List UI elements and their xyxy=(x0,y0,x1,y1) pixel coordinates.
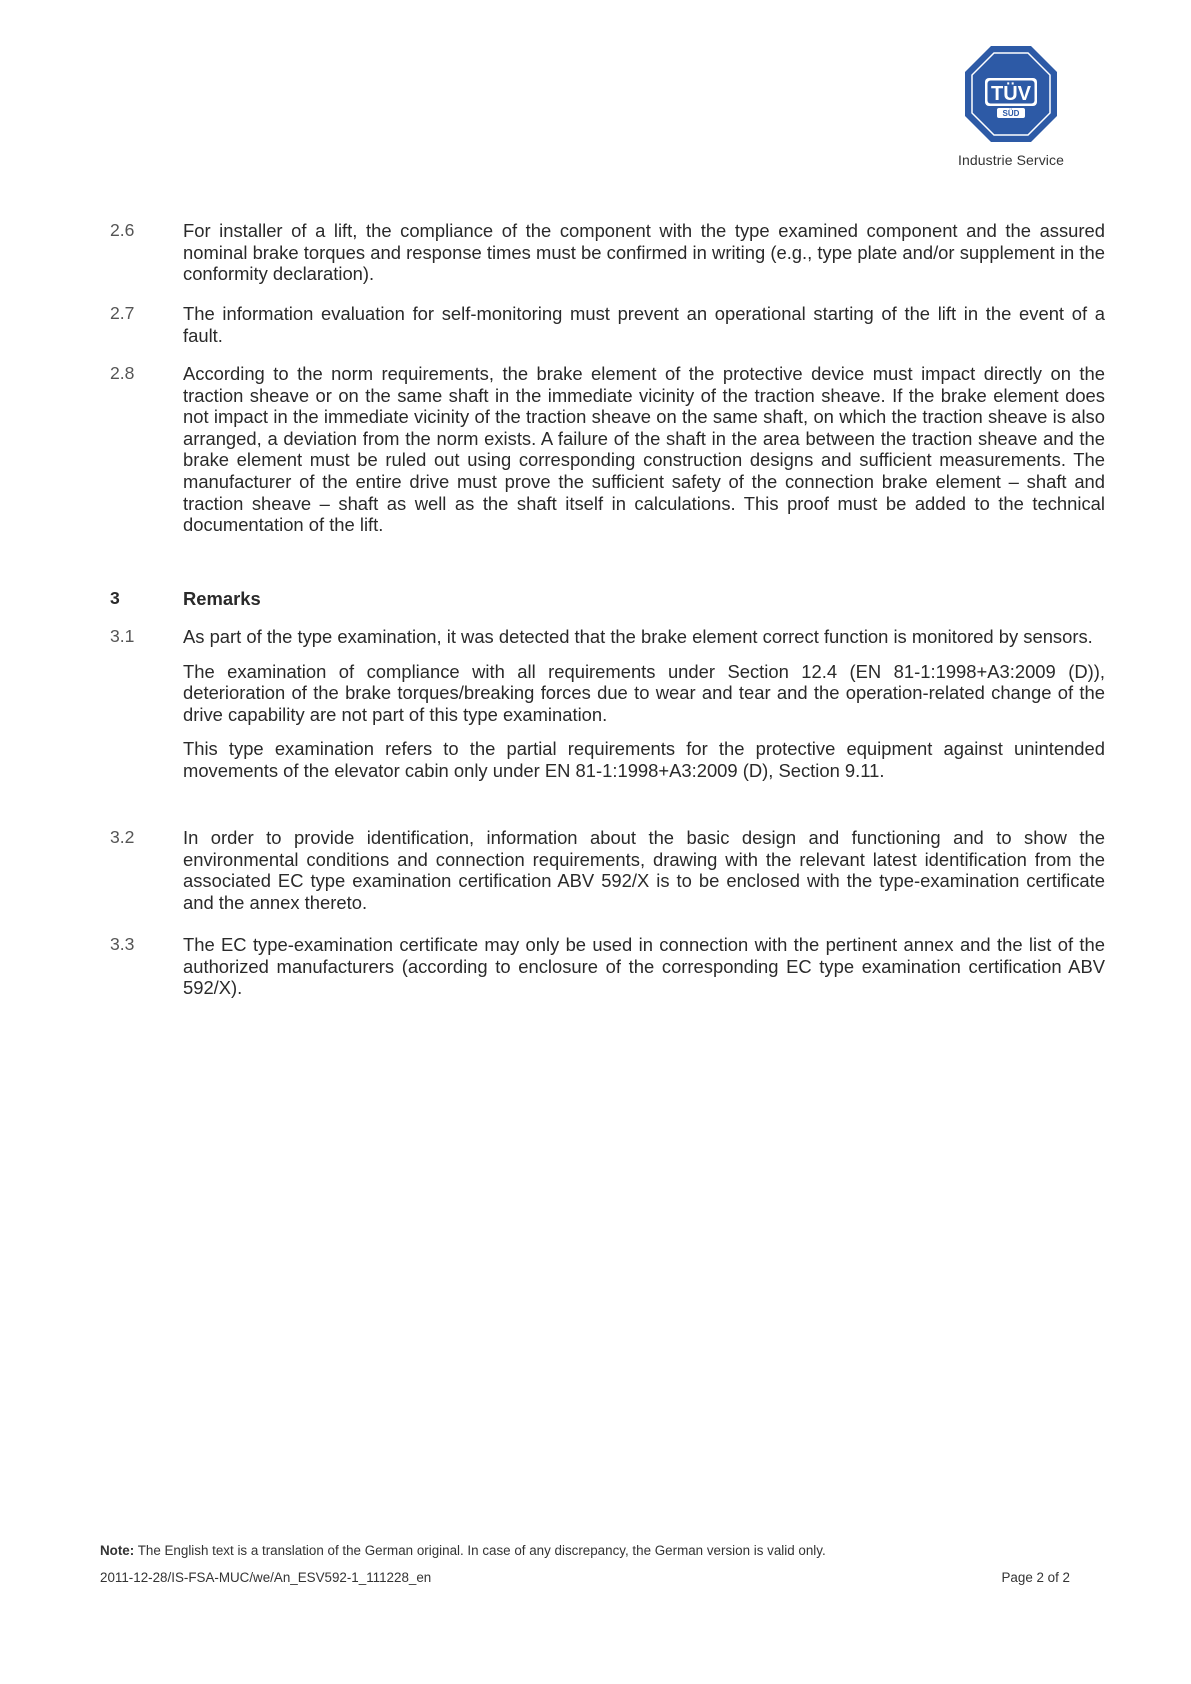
logo-sub-text: SÜD xyxy=(1002,109,1020,118)
footer-reference: 2011-12-28/IS-FSA-MUC/we/An_ESV592-1_111228_en xyxy=(100,1570,432,1585)
tuv-sud-logo xyxy=(936,44,1086,174)
section-title: Remarks xyxy=(183,588,261,609)
paragraph: This type examination refers to the partial requirements for the protective equipment against unintended movements of the elevator cabin only under EN 81-1:1998+A3:2009 (D), Section 9.11. xyxy=(183,738,1105,781)
section-number: 2.8 xyxy=(110,363,135,383)
section-number: 3 xyxy=(110,588,120,608)
section-text xyxy=(183,827,1105,926)
paragraph: The examination of compliance with all requirements under Section 12.4 (EN 81-1:1998+A3:2009 (D)), deterioration of the brake torques/breaking forces due to wear and tear and the operation-related change of the drive capability are not part of this type examination. xyxy=(183,660,1105,725)
page-number: Page 2 of 2 xyxy=(1001,1570,1070,1585)
footer-note-label: Note: xyxy=(100,1543,135,1558)
section-number: 3.3 xyxy=(110,934,135,954)
footer-note xyxy=(100,1543,826,1558)
section-text xyxy=(183,363,1105,549)
paragraph: For installer of a lift, the compliance of the component with the type examined component and the assured nominal brake torques and response times must be confirmed in writing (e.g., type plate and/or supplement in the conformity declaration). xyxy=(183,220,1105,285)
paragraph: In order to provide identification, information about the basic design and functioning and to show the environmental conditions and connection requirements, drawing with the relevant latest identification from the associated EC type examination certification ABV 592/X is to be enclosed with the type-examination certificate and the annex thereto. xyxy=(183,827,1105,913)
tuv-octagon-icon xyxy=(963,44,1059,144)
section-text xyxy=(183,220,1105,298)
logo-brand-text: TÜV xyxy=(991,83,1031,105)
paragraph: As part of the type examination, it was detected that the brake element correct function is monitored by sensors. xyxy=(183,626,1093,647)
logo-caption: Industrie Service xyxy=(958,152,1064,168)
footer-note-text: The English text is a translation of the German original. In case of any discrepancy, the German version is valid only. xyxy=(137,1543,826,1558)
paragraph: The EC type-examination certificate may only be used in connection with the pertinent annex and the list of the authorized manufacturers (according to enclosure of the corresponding EC type examination certification ABV 592/X). xyxy=(183,934,1105,999)
section-number: 2.6 xyxy=(110,220,135,240)
section-text xyxy=(183,626,1105,795)
section-number: 3.1 xyxy=(110,626,135,646)
section-number: 3.2 xyxy=(110,827,135,847)
section-text xyxy=(183,934,1105,1012)
paragraph: The information evaluation for self-monitoring must prevent an operational starting of the lift in the event of a fault. xyxy=(183,303,1105,346)
paragraph: According to the norm requirements, the brake element of the protective device must impact directly on the traction sheave or on the same shaft in the immediate vicinity of the traction sheave. If the brake element does not impact in the immediate vicinity of the traction sheave on the same shaft, on which the traction sheave is also arranged, a deviation from the norm exists. A failure of the shaft in the area between the traction sheave and the brake element must be ruled out using corresponding construction designs and sufficient measurements. The manufacturer of the entire drive must prove the sufficient safety of the connection brake element – shaft and traction sheave – shaft as well as the shaft itself in calculations. This proof must be added to the technical documentation of the lift. xyxy=(183,363,1105,536)
section-number: 2.7 xyxy=(110,303,135,323)
section-text xyxy=(183,303,1105,359)
